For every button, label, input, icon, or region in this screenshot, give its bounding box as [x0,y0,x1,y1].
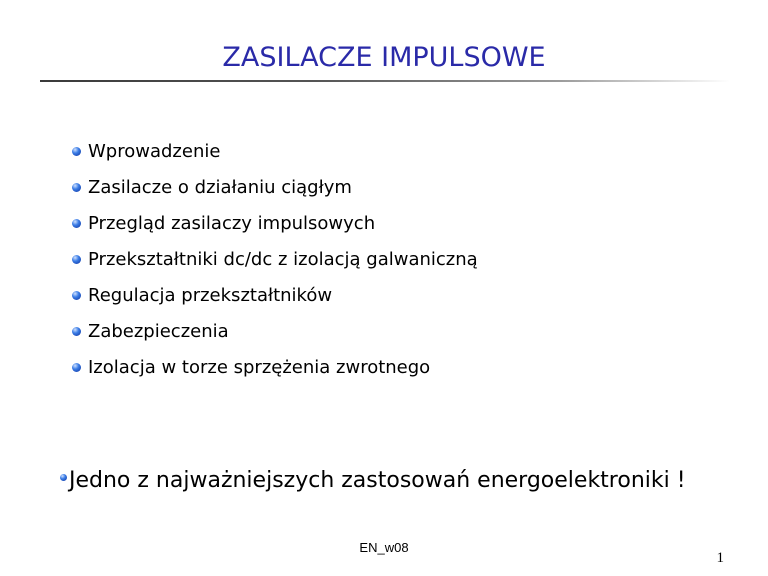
key-statement-text: Jedno z najważniejszych zastosowań energoelektroniki ! [69,468,686,493]
bullet-icon [72,363,81,372]
agenda-item-label: Przekształtniki dc/dc z izolacją galwaniczną [88,248,478,270]
agenda-item-label: Regulacja przekształtników [88,284,333,306]
bullet-icon [72,327,81,336]
bullet-icon [72,291,81,300]
agenda-item-smps-overview [72,205,478,241]
agenda-item-introduction [72,133,478,169]
bullet-icon [72,183,81,192]
bullet-icon [72,255,81,264]
agenda-item-label: Zabezpieczenia [88,320,229,342]
bullet-icon [72,147,81,156]
agenda-item-label: Wprowadzenie [88,140,221,162]
agenda-item-label: Przegląd zasilaczy impulsowych [88,212,376,234]
footer-lecture-code: EN_w08 [359,540,409,555]
bullet-icon [60,474,67,481]
agenda-item-isolated-converters [72,241,478,277]
agenda-item-converter-control [72,277,478,313]
key-statement [60,466,686,496]
agenda-item-label: Izolacja w torze sprzężenia zwrotnego [88,356,431,378]
agenda-item-protections [72,313,478,349]
bullet-icon [72,219,81,228]
agenda-list [72,133,478,385]
slide-title: ZASILACZE IMPULSOWE [222,42,546,73]
agenda-item-feedback-isolation [72,349,478,385]
title-divider [40,80,730,82]
agenda-item-label: Zasilacze o działaniu ciągłym [88,176,352,198]
page-number: 1 [716,550,724,566]
agenda-item-linear-supplies [72,169,478,205]
